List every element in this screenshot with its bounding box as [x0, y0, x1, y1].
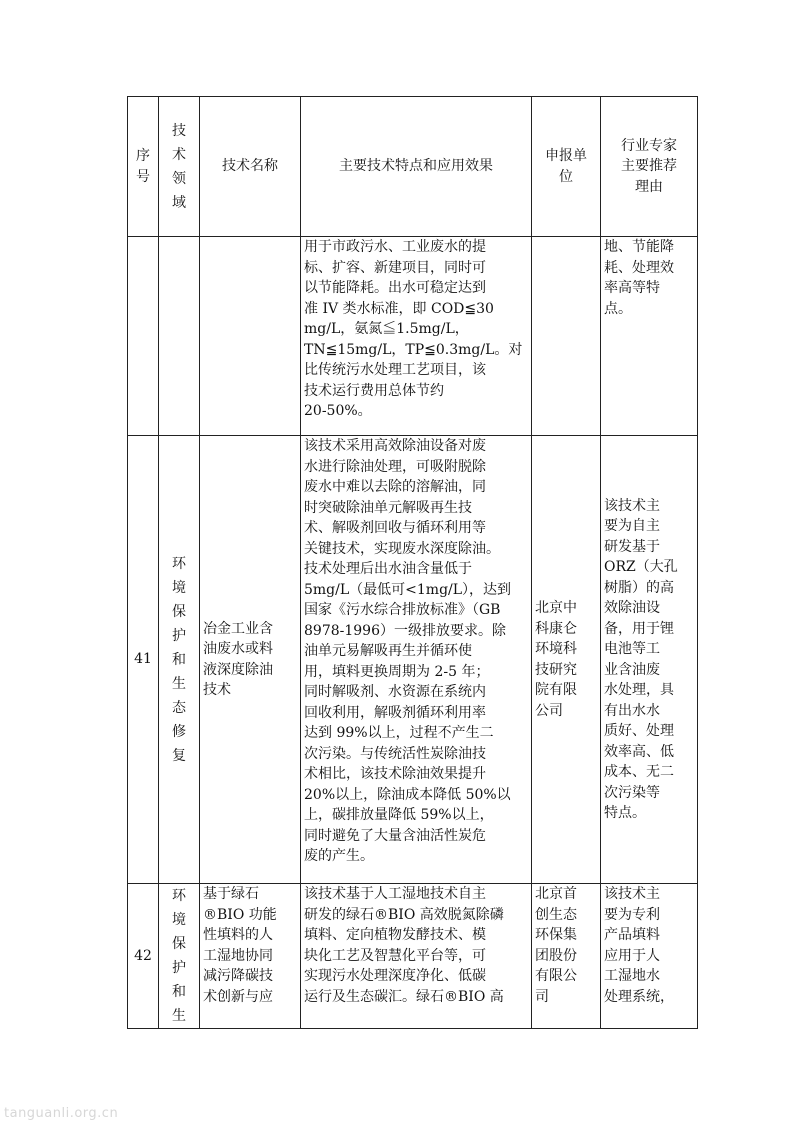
- row-name: [200, 237, 301, 436]
- row-name: 基于绿石 ®BIO 功能 性填料的人 工湿地协同 减污降碳技 术创新与应: [200, 884, 301, 1029]
- row-no: [128, 237, 159, 436]
- header-field-text: 技术领域: [172, 122, 186, 211]
- row-features: 该技术采用高效除油设备对废 水进行除油处理，可吸附脱除 废水中难以去除的溶解油，同 时突破除油单元解吸再生技 术、解吸剂回收与循环利用等 关键技术，实现废水深度除油。 技术处理后出水油含量低于 5mg/L（最低可<1mg/L），达到 国家《污水综合排放标准》（GB 8978-1996）一级排放要求。除 油单元易解吸再生并循环使 用，填料更换周期为 2-5 年； 同时解吸剂、水资源在系统内 回收利用，解吸剂循环利用率 达到 99%以上，过程不产生二 次污染。与传统活性炭除油技 术相比，该技术除油效果提升 20%以上，除油成本降低 50%以 上，碳排放量降低 59%以上， 同时避免了大量含油活性炭危 废的产生。: [301, 436, 532, 884]
- header-name: 技术名称: [200, 97, 301, 237]
- row-reason: 地、节能降 耗、处理效 率高等特 点。: [601, 237, 698, 436]
- technology-table: [127, 96, 698, 1029]
- header-features: 主要技术特点和应用效果: [301, 97, 532, 237]
- header-reason: 行业专家 主要推荐 理由: [601, 97, 698, 237]
- table-row: [128, 884, 698, 1029]
- row-field-text: 环境保护和生态修复: [172, 555, 186, 764]
- row-features: 该技术基于人工湿地技术自主 研发的绿石®BIO 高效脱氮除磷 填料、定向植物发酵技术、模 块化工艺及智慧化平台等，可 实现污水处理深度净化、低碳 运行及生态碳汇。绿石®BIO 高: [301, 884, 532, 1029]
- table-header-row: [128, 97, 698, 237]
- row-no: 41: [128, 436, 159, 884]
- row-unit: 北京中 科康仑 环境科 技研究 院有限 公司: [532, 436, 601, 884]
- header-no: 序 号: [128, 97, 159, 237]
- row-reason: 该技术主 要为自主 研发基于 ORZ（大孔 树脂）的高 效除油设 备，用于锂 电池等工 业含油废 水处理，具 有出水水 质好、处理 效率高、低 成本、无二 次污染等 特点。: [601, 436, 698, 884]
- row-field: [159, 436, 200, 884]
- header-field: [159, 97, 200, 237]
- watermark: tanguanli.org.cn: [4, 1106, 119, 1121]
- row-field: [159, 237, 200, 436]
- row-name: 冶金工业含 油废水或料 液深度除油 技术: [200, 436, 301, 884]
- table-row: [128, 237, 698, 436]
- header-unit: 申报单 位: [532, 97, 601, 237]
- row-field: [159, 884, 200, 1029]
- row-no: 42: [128, 884, 159, 1029]
- table-row: [128, 436, 698, 884]
- row-field-text: 环境保护和生: [172, 888, 186, 1024]
- row-unit: [532, 237, 601, 436]
- row-unit: 北京首 创生态 环保集 团股份 有限公 司: [532, 884, 601, 1029]
- row-features: 用于市政污水、工业废水的提 标、扩容、新建项目，同时可 以节能降耗。出水可稳定达到 准 IV 类水标准，即 COD≦30 mg/L，氨氮≦1.5mg/L， TN≦15mg/L，TP≦0.3mg/L。对 比传统污水处理工艺项目，该 技术运行费用总体节约 20-50%。: [301, 237, 532, 436]
- row-reason: 该技术主 要为专利 产品填料 应用于人 工湿地水 处理系统，: [601, 884, 698, 1029]
